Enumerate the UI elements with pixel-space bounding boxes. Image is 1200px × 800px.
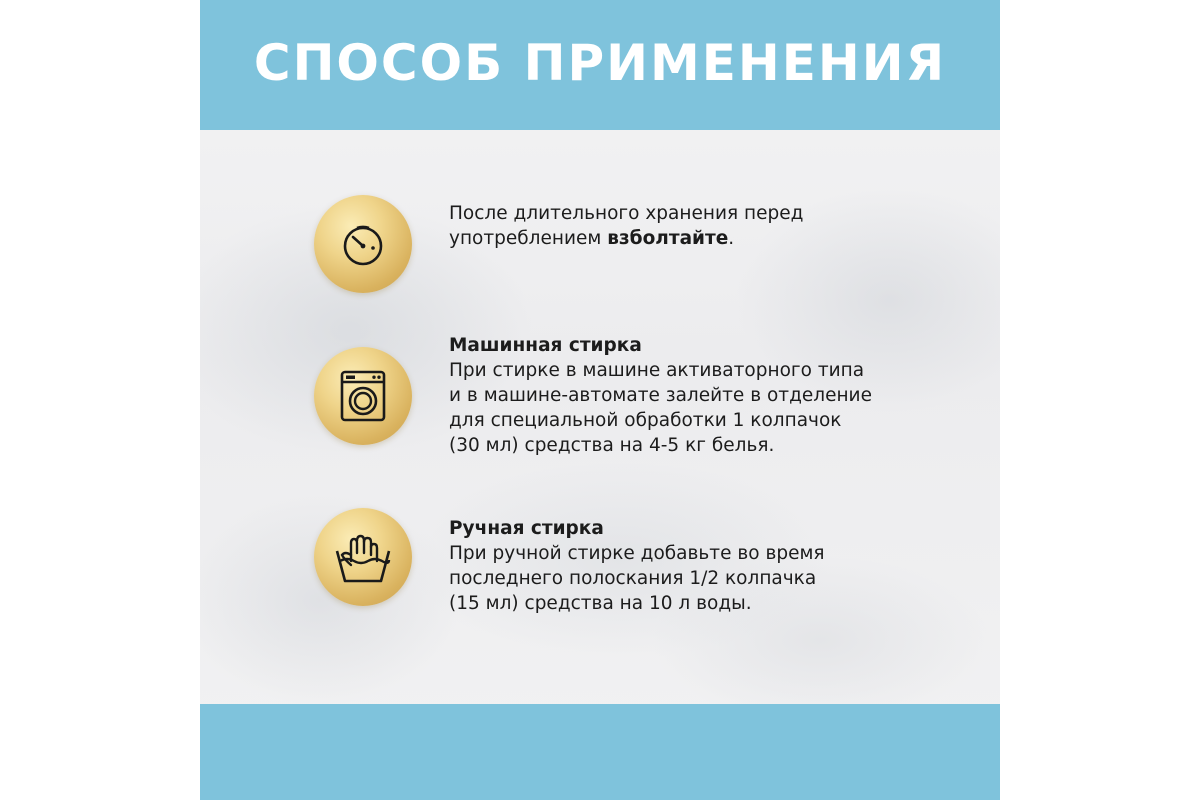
- page-title: СПОСОБ ПРИМЕНЕНИЯ: [253, 34, 947, 92]
- hand-wash-icon: [331, 527, 395, 587]
- step-shake-emphasis: взболтайте: [607, 228, 729, 249]
- step-machine-wash-line-2: и в машине-автомате залейте в отделение: [449, 385, 872, 406]
- step-shake-line-2-normal: употреблением: [449, 228, 608, 249]
- header-banner: [200, 0, 1000, 130]
- gold-badge: [314, 508, 412, 606]
- step-machine-wash-text: [449, 333, 929, 458]
- step-hand-wash-line-1: При ручной стирке добавьте во время: [449, 543, 825, 564]
- step-hand-wash-line-2: последнего полоскания 1/2 колпачка: [449, 568, 817, 589]
- washing-machine-icon: [333, 366, 393, 426]
- step-shake-line-2-end: .: [728, 228, 735, 249]
- step-hand-wash: [314, 508, 929, 616]
- step-hand-wash-heading: Ручная стирка: [449, 518, 604, 539]
- stopwatch-icon: [335, 216, 391, 272]
- step-shake-text: [449, 201, 929, 251]
- gold-badge: [314, 347, 412, 445]
- step-shake-line-2: [449, 226, 929, 251]
- step-machine-wash-heading: Машинная стирка: [449, 335, 642, 356]
- step-shake-line-1: После длительного хранения перед: [449, 203, 804, 224]
- step-hand-wash-text: [449, 516, 929, 616]
- footer-banner: [200, 704, 1000, 800]
- gold-badge: [314, 195, 412, 293]
- step-hand-wash-line-3: (15 мл) средства на 10 л воды.: [449, 593, 752, 614]
- step-machine-wash-line-4: (30 мл) средства на 4-5 кг белья.: [449, 435, 775, 456]
- step-machine-wash-line-1: При стирке в машине активаторного типа: [449, 360, 865, 381]
- step-shake: [314, 195, 929, 293]
- instruction-card: [200, 0, 1000, 800]
- step-machine-wash: [314, 322, 929, 458]
- step-machine-wash-line-3: для специальной обработки 1 колпачок: [449, 410, 842, 431]
